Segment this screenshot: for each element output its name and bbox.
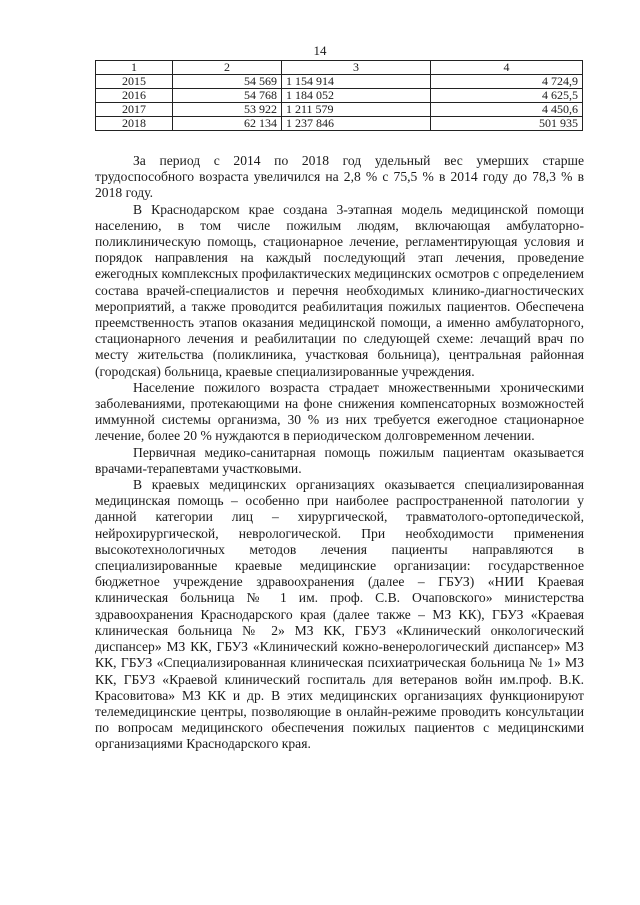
table-cell: 4 625,5 <box>431 89 583 103</box>
table-cell: 2017 <box>96 103 173 117</box>
table-cell: 4 724,9 <box>431 75 583 89</box>
paragraph: Население пожилого возраста страдает множественными хроническими заболеваниями, протекающими на фоне снижения компенсаторных возможностей иммунной системы организма, 30 % из них требуется ежегодное стационарное лечение, более 20 % нуждаются в периодическом долговременном лечении. <box>95 379 584 444</box>
table-row <box>96 103 583 117</box>
table-cell: 1 211 579 <box>282 103 431 117</box>
statistics-table <box>95 60 583 131</box>
table-row <box>96 89 583 103</box>
table-header-cell: 1 <box>96 61 173 75</box>
table-cell: 2015 <box>96 75 173 89</box>
table-cell: 2016 <box>96 89 173 103</box>
table-row <box>96 117 583 131</box>
table-cell: 62 134 <box>173 117 282 131</box>
table-cell: 1 154 914 <box>282 75 431 89</box>
paragraph: В краевых медицинских организациях оказывается специализированная медицинская помощь – особенно при наиболее распространенной патологии у данной категории лиц – хирургической, травматолого-ортопедической, нейрохирургической, неврологической. При необходимости применения высокотехнологичных методов лечения пациенты направляются в специализированные краевые медицинские организации: государственное бюджетное учреждение здравоохранения (далее – ГБУЗ) «НИИ Краевая клиническая больница № 1 им. проф. С.В. Очаповского» министерства здравоохранения Краснодарского края (далее также – МЗ КК), ГБУЗ «Краевая клиническая больница № 2» МЗ КК, ГБУЗ «Клинический онкологический диспансер» МЗ КК, ГБУЗ «Клинический кожно-венерологический диспансер» МЗ КК, ГБУЗ «Специализированная клиническая психиатрическая больница № 1» МЗ КК, ГБУЗ «Краевой клинический госпиталь для ветеранов войн им.проф. В.К. Красовитова» МЗ КК и др. В этих медицинских организациях функционируют телемедицинские центры, позволяющие в онлайн-режиме проводить консультации по вопросам медицинского обеспечения пожилых пациентов с медицинскими организациями Краснодарского края. <box>95 477 584 752</box>
page-number: 14 <box>313 43 327 58</box>
paragraph: В Краснодарском крае создана 3-этапная модель медицинской помощи населению, в том числе пожилым людям, включающая амбулаторно-поликлиническую помощь, стационарное лечение, регламентирующая условия и порядок направления на каждый последующий этап лечения, проведение ежегодных комплексных профилактических медицинских осмотров с определением состава врачей-специалистов и перечня необходимых клинико-диагностических мероприятий, а также проводится реабилитация пожилых пациентов. Обеспечена преемственность этапов оказания медицинской помощи, а именно амбулаторного, стационарного лечения и реабилитации по следующей схеме: лечащий врач по месту жительства (поликлиника, участковая больница), центральная районная (городская) больница, краевые специализированные учреждения. <box>95 201 584 379</box>
document-body <box>95 153 584 753</box>
table-cell: 54 768 <box>173 89 282 103</box>
table-cell: 4 450,6 <box>431 103 583 117</box>
table-cell: 1 237 846 <box>282 117 431 131</box>
table-header-row <box>96 61 583 75</box>
paragraph: За период с 2014 по 2018 год удельный вес умерших старше трудоспособного возраста увеличился на 2,8 % с 75,5 % в 2014 году до 78,3 % в 2018 году. <box>95 153 584 201</box>
table-cell: 501 935 <box>431 117 583 131</box>
table-header-cell: 4 <box>431 61 583 75</box>
table-cell: 54 569 <box>173 75 282 89</box>
table-header-cell: 3 <box>282 61 431 75</box>
table-header-cell: 2 <box>173 61 282 75</box>
table-row <box>96 75 583 89</box>
table-cell: 53 922 <box>173 103 282 117</box>
paragraph: Первичная медико-санитарная помощь пожилым пациентам оказывается врачами-терапевтами участковыми. <box>95 444 584 476</box>
table-cell: 2018 <box>96 117 173 131</box>
table-cell: 1 184 052 <box>282 89 431 103</box>
